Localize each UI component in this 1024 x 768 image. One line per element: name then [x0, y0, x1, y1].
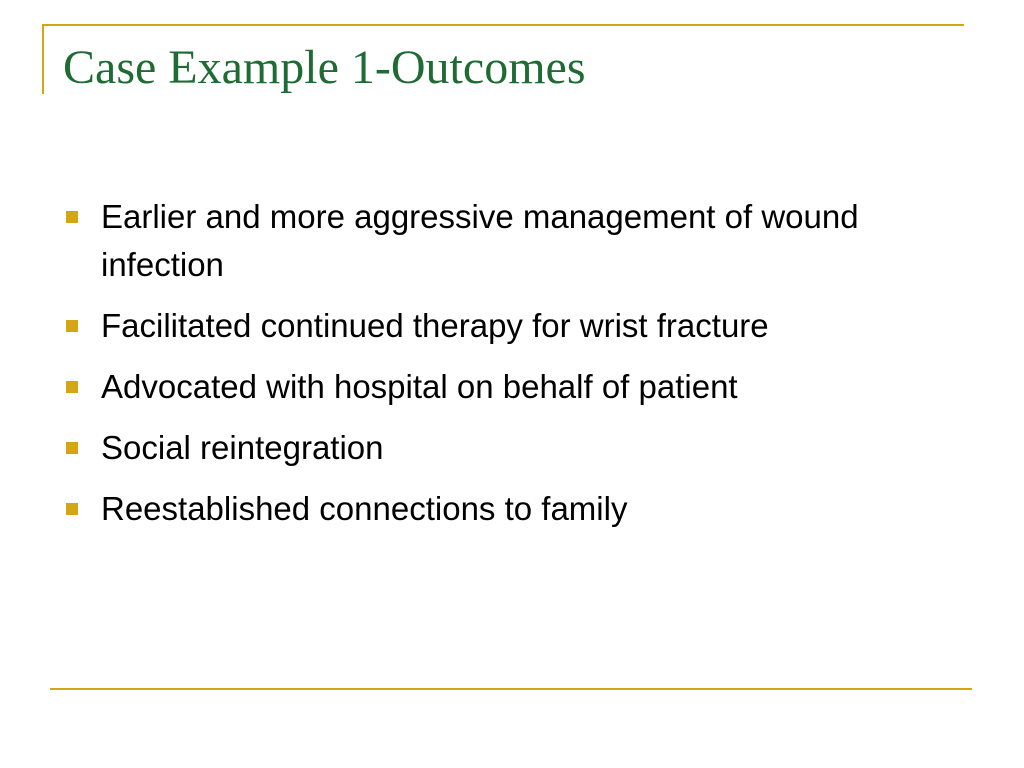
top-border-line	[42, 24, 964, 26]
bullet-text: Advocated with hospital on behalf of patient	[101, 368, 738, 405]
bullet-item	[63, 424, 983, 472]
left-border-line	[42, 24, 44, 94]
square-bullet-icon	[66, 381, 78, 393]
square-bullet-icon	[66, 442, 78, 454]
bullet-item	[63, 363, 983, 411]
bullet-text: Reestablished connections to family	[101, 490, 628, 527]
bottom-border-line	[50, 688, 972, 690]
bullet-item	[63, 485, 983, 533]
bullet-text: Facilitated continued therapy for wrist fracture	[101, 307, 769, 344]
bullet-list	[63, 193, 983, 546]
bullet-item	[63, 193, 983, 289]
square-bullet-icon	[66, 211, 78, 223]
bullet-text: Earlier and more aggressive management of wound infection	[101, 198, 859, 283]
square-bullet-icon	[66, 320, 78, 332]
slide-title: Case Example 1-Outcomes	[63, 41, 586, 94]
square-bullet-icon	[66, 503, 78, 515]
bullet-item	[63, 302, 983, 350]
bullet-text: Social reintegration	[101, 429, 384, 466]
